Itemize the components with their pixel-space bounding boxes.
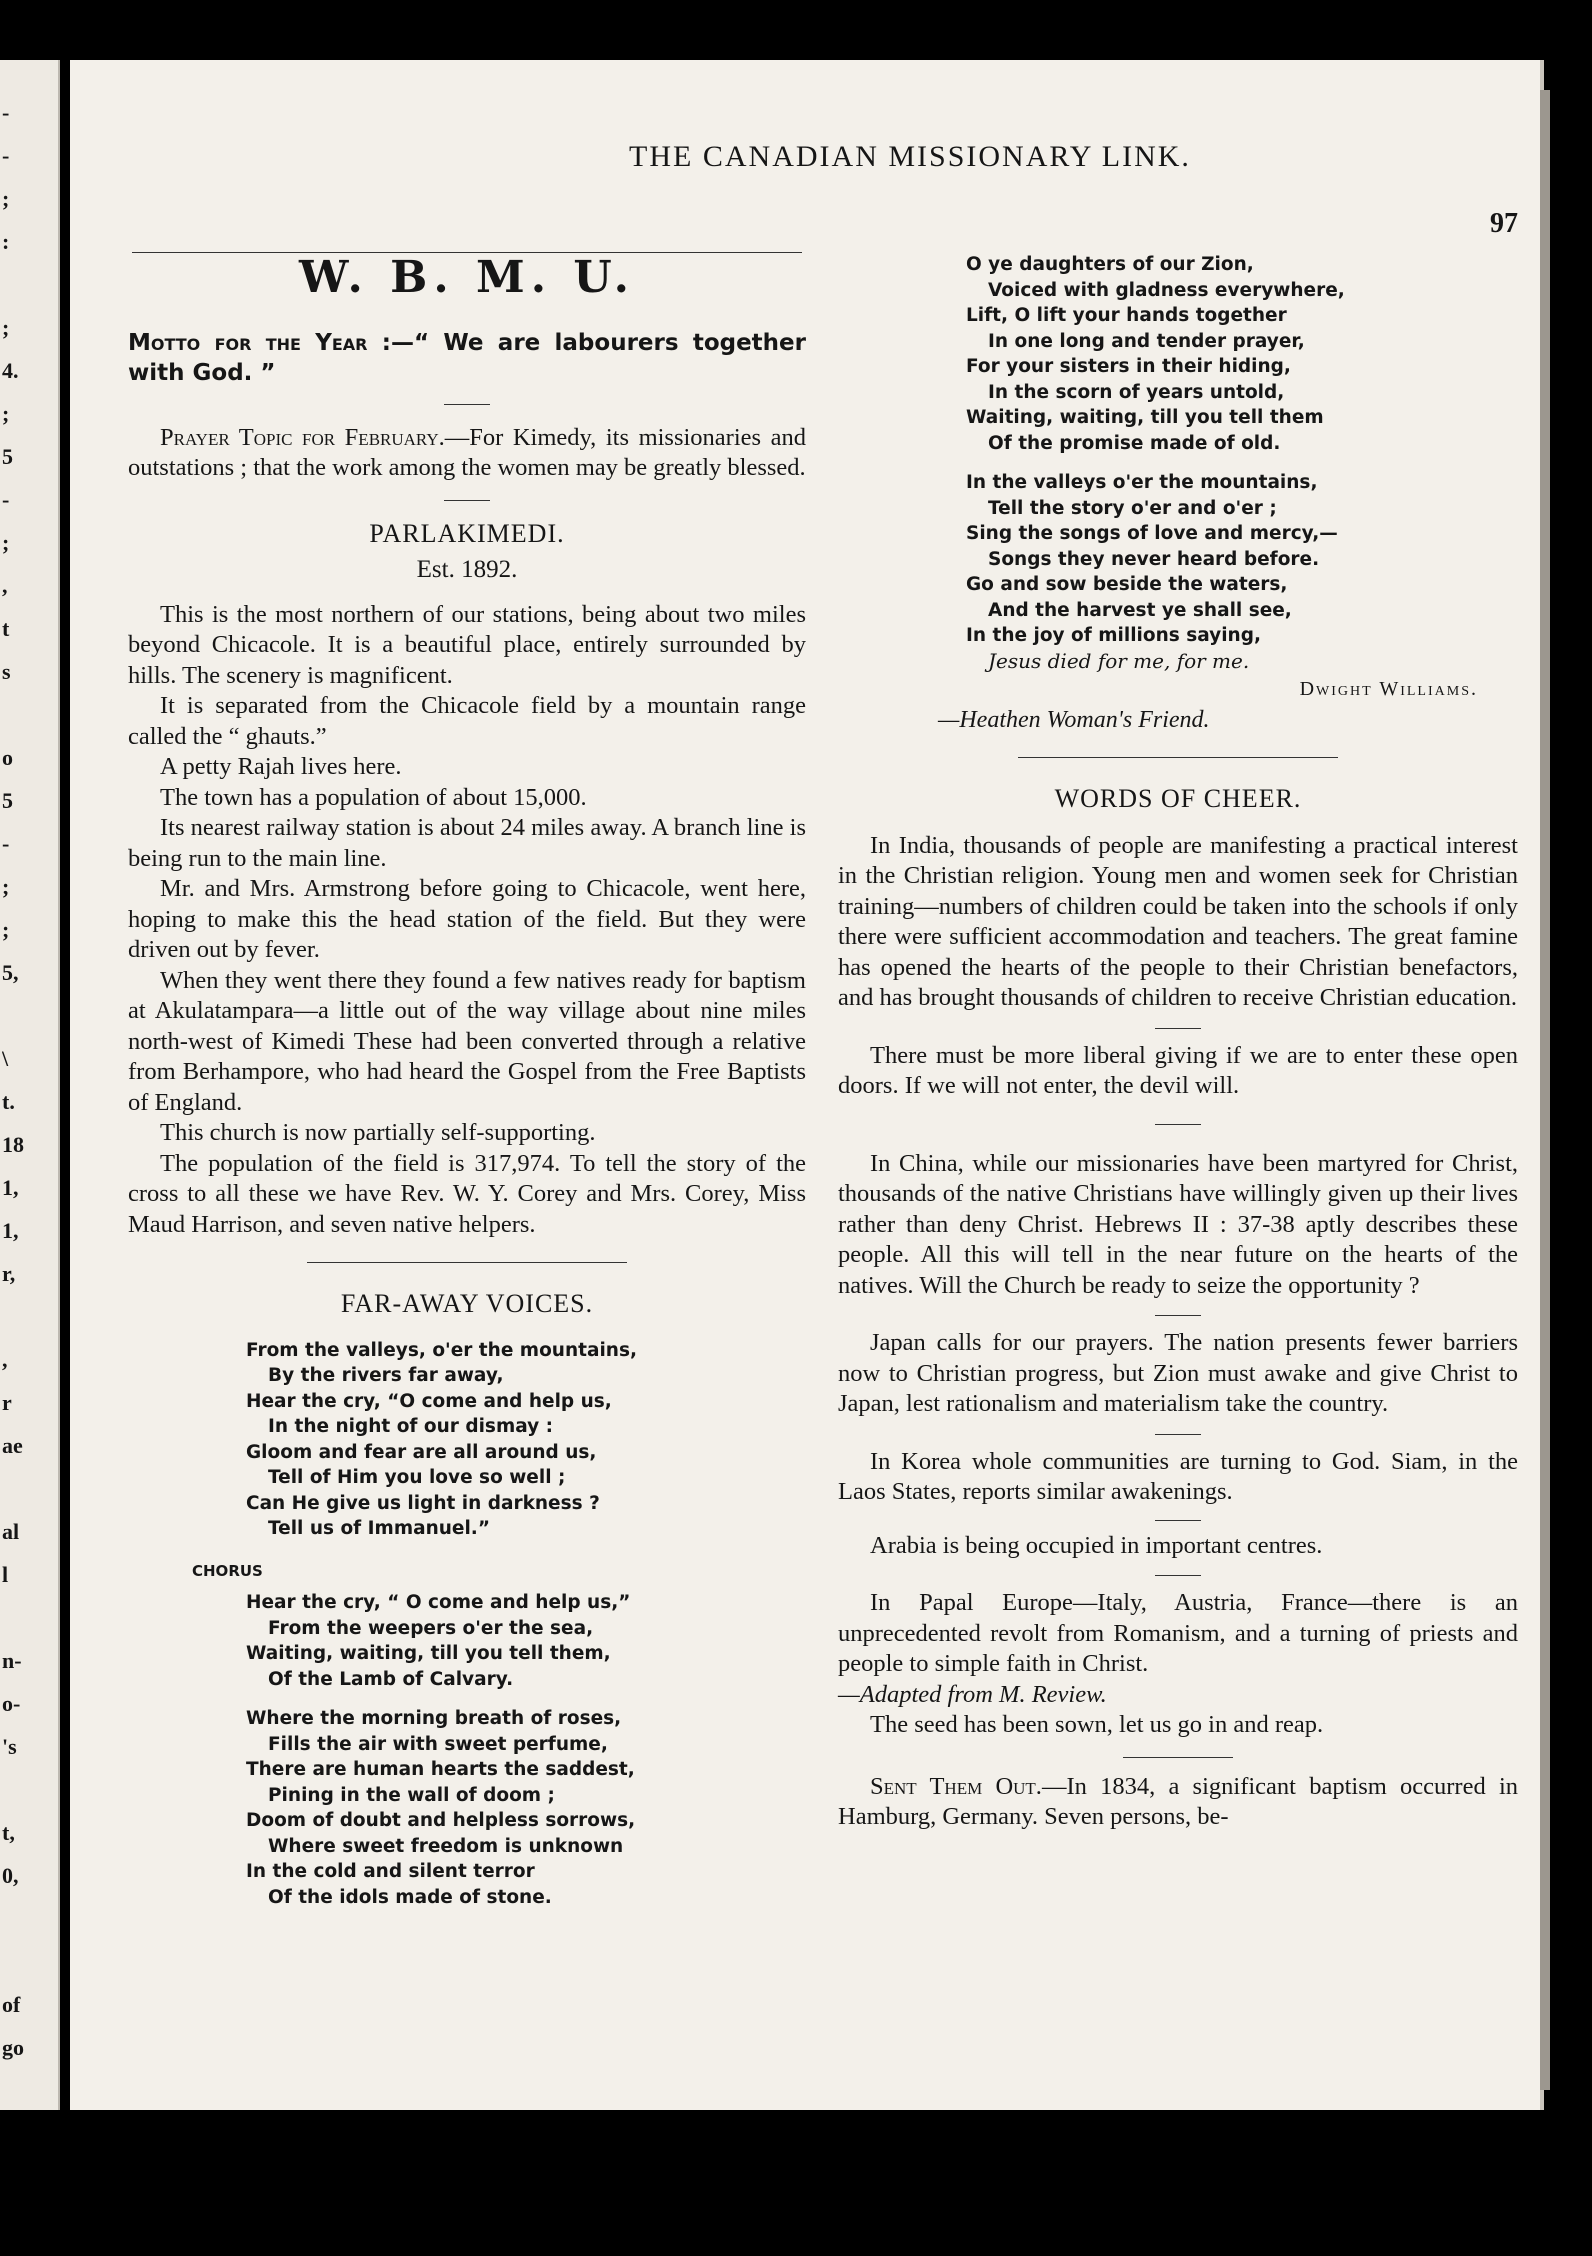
motto-label: Motto for the Year — [128, 329, 368, 356]
poem-line: Lift, O lift your hands together — [966, 305, 1287, 326]
page-number: 97 — [1490, 208, 1518, 239]
poem-stanza — [246, 1706, 806, 1910]
margin-fragment: 1, — [2, 1218, 19, 1243]
poem-stanza — [966, 470, 1518, 649]
prayer-text: —For Kimedy, its missionaries and outstations ; that the work among the women may be greatly blessed. — [128, 423, 806, 481]
poem-line: Sing the songs of love and mercy,— — [966, 523, 1338, 544]
poem-line: There are human hearts the saddest, — [246, 1759, 635, 1780]
poem-line: Tell us of Immanuel.” — [268, 1518, 490, 1539]
divider — [1155, 1434, 1201, 1435]
poem — [246, 1338, 806, 1542]
margin-fragment: 0, — [2, 1863, 19, 1888]
poem-line: Hear the cry, “O come and help us, — [246, 1390, 612, 1412]
chorus-label: CHORUS — [192, 1561, 263, 1580]
divider — [444, 404, 490, 405]
margin-fragment: r — [2, 1390, 12, 1415]
divider — [1155, 1315, 1201, 1316]
paragraph: This is the most northern of our stations, being about two miles beyond Chicacole. It is a beautiful place, entirely surrounded by hills. The scenery is magnificent. — [128, 600, 806, 689]
poem-line: Doom of doubt and helpless sorrows, — [246, 1810, 636, 1831]
prayer-label: Prayer Topic for February. — [160, 423, 445, 451]
adapted-credit: —Adapted from M. Review. — [838, 1680, 1107, 1708]
margin-fragment: r, — [2, 1261, 16, 1286]
section-divider — [1018, 757, 1338, 758]
margin-fragment: 5, — [2, 960, 19, 985]
poem-line: Fills the air with sweet perfume, — [268, 1733, 608, 1755]
page-edge — [1540, 90, 1550, 2090]
margin-fragment: t — [2, 616, 10, 641]
paragraph: The seed has been sown, let us go in and reap. — [870, 1711, 1324, 1738]
sent-text: —In 1834, a significant baptism occurred in Hamburg, Germany. Seven persons, be- — [838, 1772, 1519, 1830]
poem-line: Of the idols made of stone. — [268, 1886, 552, 1908]
margin-fragment: ; — [2, 315, 10, 340]
margin-fragment: 5 — [2, 788, 13, 813]
left-column — [128, 252, 806, 1924]
poem-stanza — [246, 1590, 806, 1692]
margin-fragment: o- — [2, 1691, 21, 1716]
poem-line: And the harvest ye shall see, — [988, 599, 1292, 621]
poem-line: Of the Lamb of Calvary. — [268, 1668, 514, 1690]
margin-fragment: - — [2, 143, 10, 168]
poem-stanza — [246, 1338, 806, 1542]
margin-fragment: 18 — [2, 1132, 24, 1157]
margin-fragment: , — [2, 1347, 8, 1372]
paragraph: In China, while our missionaries have been martyred for Christ, thousands of the native Christians have willingly given up their lives rather than deny Christ. Hebrews II : 37-38 aptly describes these people. All this will tell in the near future on the hearts of the natives. Will the Church be ready to seize the opportunity ? — [838, 1149, 1518, 1299]
running-header: THE CANADIAN MISSIONARY LINK. — [629, 140, 1191, 173]
margin-fragment: n- — [2, 1648, 22, 1673]
sent-them-out — [838, 1772, 1518, 1833]
poem-line: In the night of our dismay : — [268, 1416, 554, 1437]
margin-fragment: , — [2, 573, 8, 598]
paragraph: Mr. and Mrs. Armstrong before going to Chicacole, went here, hoping to make this the head station of the field. But they were driven out by fever. — [128, 875, 806, 963]
poem-line: Can He give us light in darkness ? — [246, 1492, 600, 1514]
margin-fragment: l — [2, 1562, 9, 1587]
section-title-parlakimedi: PARLAKIMEDI. — [369, 518, 565, 548]
paragraph: This church is now partially self-supporting. — [160, 1119, 596, 1146]
section-title-words-of-cheer: WORDS OF CHEER. — [1054, 784, 1302, 813]
paragraph: In Papal Europe—Italy, Austria, France—there is an unprecedented revolt from Romanism, and a turning of priests and people to simple faith in Christ. — [838, 1589, 1518, 1677]
poem-line: Pining in the wall of doom ; — [268, 1784, 555, 1806]
poem-line: For your sisters in their hiding, — [966, 356, 1291, 377]
poem-line: O ye daughters of our Zion, — [966, 254, 1254, 275]
adjacent-page-strip — [0, 60, 60, 2110]
poem-line: Hear the cry, “ O come and help us,” — [246, 1592, 631, 1613]
right-column — [838, 252, 1518, 1833]
paragraph: When they went there they found a few natives ready for baptism at Akulatampara—a little out of the way village about nine miles north-west of Kimedi These had been converted through a relative from Berhampore, who had heard the Gospel from the Free Baptists of England. — [128, 966, 806, 1116]
margin-fragment: t, — [2, 1820, 15, 1845]
poem-line: From the valleys, o'er the mountains, — [246, 1339, 638, 1361]
poem-continued — [966, 252, 1518, 674]
margin-fragment: of — [2, 1992, 21, 2017]
margin-fragment: \ — [2, 1046, 9, 1071]
divider — [1155, 1124, 1201, 1125]
motto-text: :—“ We are labourers together with God. ” — [128, 329, 806, 386]
margin-fragment: 5 — [2, 444, 13, 469]
paragraph: It is separated from the Chicacole field by a mountain range called the “ ghauts.” — [128, 692, 806, 750]
paragraph: The population of the field is 317,974. To tell the story of the cross to all these we have Rev. W. Y. Corey and Mrs. Corey, Miss Maud Harrison, and seven native helpers. — [128, 1149, 806, 1238]
divider — [1123, 1757, 1233, 1758]
paragraph: Its nearest railway station is about 24 miles away. A branch line is being run to the main line. — [128, 814, 806, 872]
divider — [444, 500, 490, 501]
poem-line: In the joy of millions saying, — [966, 625, 1261, 646]
margin-fragment: ; — [2, 401, 10, 426]
margin-fragment: - — [2, 831, 10, 856]
poem-line: From the weepers o'er the sea, — [268, 1617, 594, 1639]
margin-fragment: ; — [2, 186, 10, 211]
margin-fragment: ae — [2, 1433, 23, 1458]
margin-fragment: - — [2, 487, 10, 512]
poem-last-line: Jesus died for me, for me. — [988, 648, 1250, 673]
margin-fragment: o — [2, 745, 13, 770]
poem-line: Where sweet freedom is unknown — [268, 1835, 624, 1857]
poem-author: Dwight Williams. — [1299, 678, 1478, 700]
margin-fragment: 1, — [2, 1175, 19, 1200]
section-title-far-away-voices: FAR-AWAY VOICES. — [340, 1289, 594, 1318]
poem-line: Tell of Him you love so well ; — [268, 1467, 566, 1488]
paragraph: There must be more liberal giving if we are to enter these open doors. If we will not enter, the devil will. — [838, 1041, 1518, 1099]
margin-fragment: al — [2, 1519, 20, 1544]
poem-line: Songs they never heard before. — [988, 548, 1320, 570]
margin-fragment: s — [2, 659, 11, 684]
paragraph: Arabia is being occupied in important centres. — [870, 1531, 1323, 1559]
paragraph: In Korea whole communities are turning to God. Siam, in the Laos States, reports similar awakenings. — [838, 1447, 1518, 1505]
divider — [1155, 1028, 1201, 1029]
paragraph: Japan calls for our prayers. The nation presents fewer barriers now to Christian progress, but Zion must awake and give Christ to Japan, lest rationalism and materialism take the country. — [838, 1329, 1518, 1417]
margin-fragment: ; — [2, 917, 10, 942]
poem-line: Of the promise made of old. — [988, 432, 1281, 454]
margin-fragment: - — [2, 100, 10, 125]
margin-fragment: 's — [2, 1734, 17, 1759]
poem-stanza — [966, 252, 1518, 456]
poem-line: Where the morning breath of roses, — [246, 1708, 622, 1729]
margin-fragment: t. — [2, 1089, 15, 1114]
poem-line: Tell the story o'er and o'er ; — [988, 497, 1277, 519]
margin-fragment: go — [2, 2035, 24, 2060]
margin-fragment: : — [2, 229, 10, 254]
poem-line: In the cold and silent terror — [246, 1861, 535, 1882]
section-established: Est. 1892. — [416, 556, 518, 583]
margin-fragment: 4. — [2, 358, 19, 383]
paragraph: The town has a population of about 15,000. — [160, 783, 587, 811]
poem-chorus — [246, 1590, 806, 1910]
poem-line: In the scorn of years untold, — [988, 381, 1285, 403]
paragraph: In India, thousands of people are manifesting a practical interest in the Christian religion. Young men and women seek for Christian training—numbers of children could be taken into the schools if only there were sufficient accommodation and teachers. The great famine has opened the hearts of the people to their Christian benefactors, and has brought thousands of children to receive Christian education. — [838, 831, 1518, 1011]
divider — [1155, 1520, 1201, 1521]
poem-line: In the valleys o'er the mountains, — [966, 472, 1318, 493]
poem-line: Go and sow beside the waters, — [966, 574, 1288, 595]
section-divider — [307, 1262, 627, 1263]
margin-fragment: ; — [2, 874, 10, 899]
poem-line: In one long and tender prayer, — [988, 330, 1305, 352]
poem-line: Voiced with gladness everywhere, — [988, 279, 1345, 301]
poem-line: Waiting, waiting, till you tell them, — [246, 1643, 611, 1664]
paragraph: A petty Rajah lives here. — [160, 753, 402, 780]
masthead: W. B. M. U. — [298, 252, 635, 303]
prayer-topic — [128, 423, 806, 484]
sent-label: Sent Them Out. — [870, 1772, 1042, 1800]
poem-source: —Heathen Woman's Friend. — [938, 706, 1210, 733]
margin-fragment: ; — [2, 530, 10, 555]
poem-line: Gloom and fear are all around us, — [246, 1441, 597, 1463]
motto — [128, 328, 806, 388]
divider — [1155, 1575, 1201, 1576]
poem-line: Waiting, waiting, till you tell them — [966, 407, 1324, 428]
poem-line: By the rivers far away, — [268, 1365, 504, 1386]
